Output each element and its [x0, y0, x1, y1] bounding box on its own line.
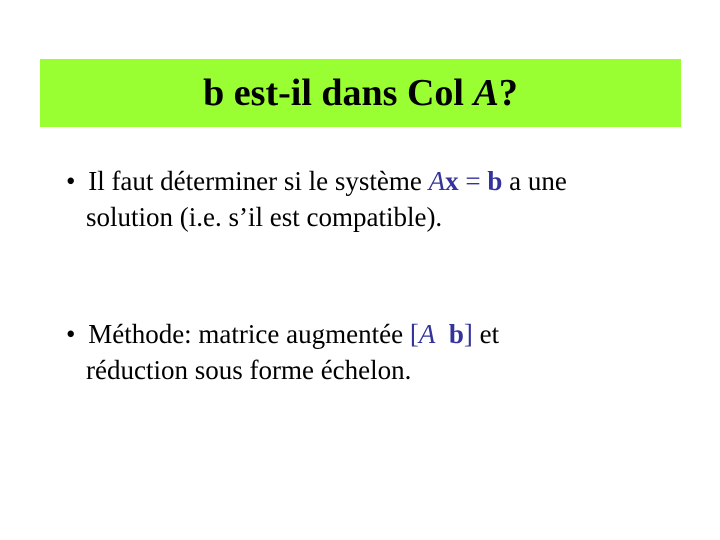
bullet-marker: •	[66, 319, 76, 349]
title-prefix: b est-il dans Col	[203, 72, 474, 114]
bullet-text-before: Méthode: matrice augmentée	[81, 319, 410, 349]
bullet-continuation: réduction sous forme échelon.	[86, 355, 412, 385]
slide-title	[203, 74, 518, 112]
augmented-matrix-a: A	[418, 319, 436, 349]
title-matrix-a: A	[473, 72, 499, 114]
augmented-vector-b: b	[448, 319, 464, 349]
equation-equals: =	[458, 166, 488, 196]
bullet-text-after: et	[472, 319, 500, 349]
augmented-gap	[435, 319, 449, 349]
bullet-compatibility	[66, 163, 567, 235]
equation-vector-b: b	[487, 166, 503, 196]
bullet-marker: •	[66, 166, 76, 196]
title-suffix: ?	[498, 72, 518, 114]
bracket-close: ]	[463, 319, 473, 349]
bracket-open: [	[409, 319, 419, 349]
bullet-line	[66, 163, 567, 199]
bullet-method	[66, 316, 499, 388]
equation-vector-x: x	[445, 166, 459, 196]
bullet-text-before: Il faut déterminer si le système	[81, 166, 429, 196]
equation-matrix-a: A	[428, 166, 446, 196]
bullet-text-after: a une	[502, 166, 567, 196]
bullet-continuation: solution (i.e. s’il est compatible).	[86, 202, 443, 232]
bullet-line	[66, 316, 499, 352]
title-bar	[40, 59, 681, 127]
